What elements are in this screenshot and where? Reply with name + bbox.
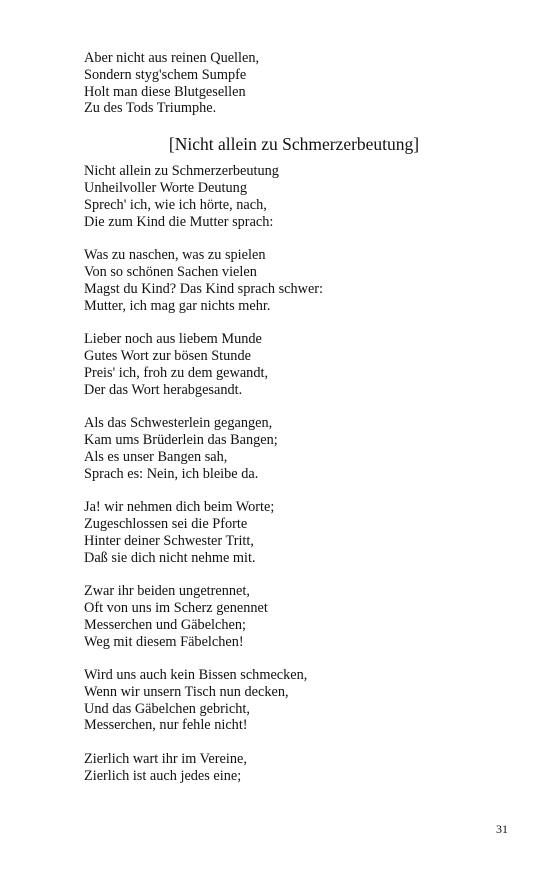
poem-line: Weg mit diesem Fäbelchen! bbox=[84, 633, 244, 650]
poem-line: Holt man diese Blutgesellen bbox=[84, 83, 246, 100]
poem-line: Daß sie dich nicht nehme mit. bbox=[84, 549, 256, 566]
poem-line: Von so schönen Sachen vielen bbox=[84, 263, 257, 280]
poem-line: Unheilvoller Worte Deutung bbox=[84, 179, 247, 196]
stanza bbox=[84, 415, 484, 482]
stanza bbox=[84, 247, 484, 314]
stanza bbox=[84, 667, 484, 734]
poem-line: Zwar ihr beiden ungetrennet, bbox=[84, 583, 250, 600]
poem-line: Sprach es: Nein, ich bleibe da. bbox=[84, 465, 259, 482]
poem-line: Wenn wir unsern Tisch nun decken, bbox=[84, 683, 289, 700]
poem-line: Als es unser Bangen sah, bbox=[84, 448, 228, 465]
poem-line: Aber nicht aus reinen Quellen, bbox=[84, 50, 260, 66]
stanza bbox=[84, 163, 484, 230]
poem-line: Preis' ich, froh zu dem gewandt, bbox=[84, 364, 269, 381]
poem-line: Oft von uns im Scherz genennet bbox=[84, 599, 268, 616]
stanza bbox=[84, 499, 484, 566]
poem-title: [Nicht allein zu Schmerzerbeutung] bbox=[168, 134, 420, 155]
opening-stanza bbox=[84, 50, 484, 117]
poem-line: Messerchen und Gäbelchen; bbox=[84, 616, 246, 633]
poem-line: Zugeschlossen sei die Pforte bbox=[84, 515, 248, 532]
poem-line: Gutes Wort zur bösen Stunde bbox=[84, 347, 251, 364]
poem-line: Und das Gäbelchen gebricht, bbox=[84, 700, 250, 717]
poem-line: Wird uns auch kein Bissen schmecken, bbox=[84, 667, 308, 684]
poem-line: Kam ums Brüderlein das Bangen; bbox=[84, 431, 278, 448]
poem-line: Zu des Tods Triumphe. bbox=[84, 100, 217, 117]
poem-line: Sondern styg'schem Sumpfe bbox=[84, 66, 247, 83]
poem-line: Ja! wir nehmen dich beim Worte; bbox=[84, 499, 275, 516]
poem-line: Messerchen, nur fehle nicht! bbox=[84, 717, 248, 734]
poem-line: Mutter, ich mag gar nichts mehr. bbox=[84, 297, 271, 314]
poem-line: Lieber noch aus liebem Munde bbox=[84, 331, 262, 348]
stanza bbox=[84, 331, 484, 398]
poem-line: Was zu naschen, was zu spielen bbox=[84, 247, 266, 264]
page-content bbox=[84, 50, 484, 801]
poem-line: Der das Wort herabgesandt. bbox=[84, 381, 243, 398]
poem-line: Magst du Kind? Das Kind sprach schwer: bbox=[84, 280, 324, 297]
stanza bbox=[84, 751, 484, 785]
poem-line: Die zum Kind die Mutter sprach: bbox=[84, 213, 274, 230]
stanza bbox=[84, 583, 484, 650]
poem-line: Zierlich ist auch jedes eine; bbox=[84, 767, 242, 784]
page-number: 31 bbox=[496, 822, 508, 836]
poem-line: Sprech' ich, wie ich hörte, nach, bbox=[84, 196, 267, 213]
poem-line: Als das Schwesterlein gegangen, bbox=[84, 415, 273, 432]
poem-line: Hinter deiner Schwester Tritt, bbox=[84, 532, 254, 549]
poem-line: Zierlich wart ihr im Vereine, bbox=[84, 751, 247, 768]
poem-line: Nicht allein zu Schmerzerbeutung bbox=[84, 163, 279, 180]
